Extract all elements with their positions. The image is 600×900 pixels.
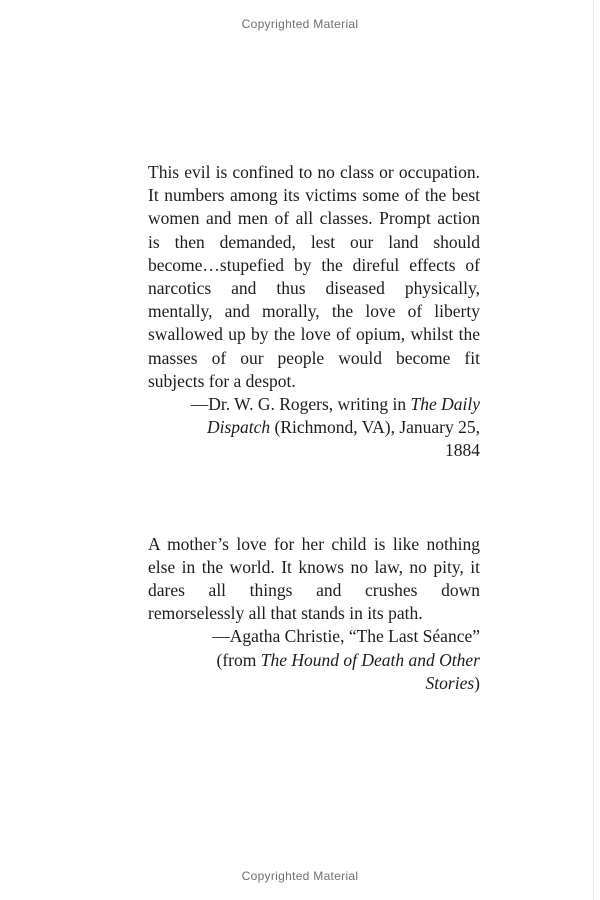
epigraph-content — [148, 161, 480, 695]
epigraph-1-attribution — [148, 393, 480, 463]
epigraph-2-text: A mother’s love for her child is like nothing else in the world. It knows no law, no pity, it dares all things and crushes down remorselessly all that stands in its path. — [148, 533, 480, 624]
copyright-notice-bottom: Copyrighted Material — [241, 869, 359, 883]
epigraph-1-attribution-suffix: (Richmond, VA), January 25, 1884 — [270, 417, 480, 461]
epigraph-1 — [148, 161, 480, 463]
copyright-notice-top: Copyrighted Material — [241, 17, 359, 31]
epigraph-2-attribution-suffix: ) — [474, 672, 480, 693]
epigraph-1-text: This evil is confined to no class or occupation. It numbers among its victims some of the best women and men of all classes. Prompt action is then demanded, lest our land should become…stupefied by the direful effects of narcotics and thus diseased physically, mentally, and morally, the love of liberty swallowed up by the love of opium, whilst the masses of our people would become fit subjects for a despot. — [148, 162, 480, 391]
epigraph-2 — [148, 533, 480, 695]
epigraph-1-attribution-prefix: —Dr. W. G. Rogers, writing in — [190, 394, 411, 415]
epigraph-2-work-title: The Hound of Death and Other Stories — [260, 649, 480, 693]
page-edge — [593, 0, 594, 900]
epigraph-2-attribution-prefix: —Agatha Christie, “The Last Séance” (from — [212, 626, 480, 670]
epigraph-2-attribution — [148, 625, 480, 695]
epigraph-1-work-title: The Daily Dispatch — [206, 394, 480, 438]
